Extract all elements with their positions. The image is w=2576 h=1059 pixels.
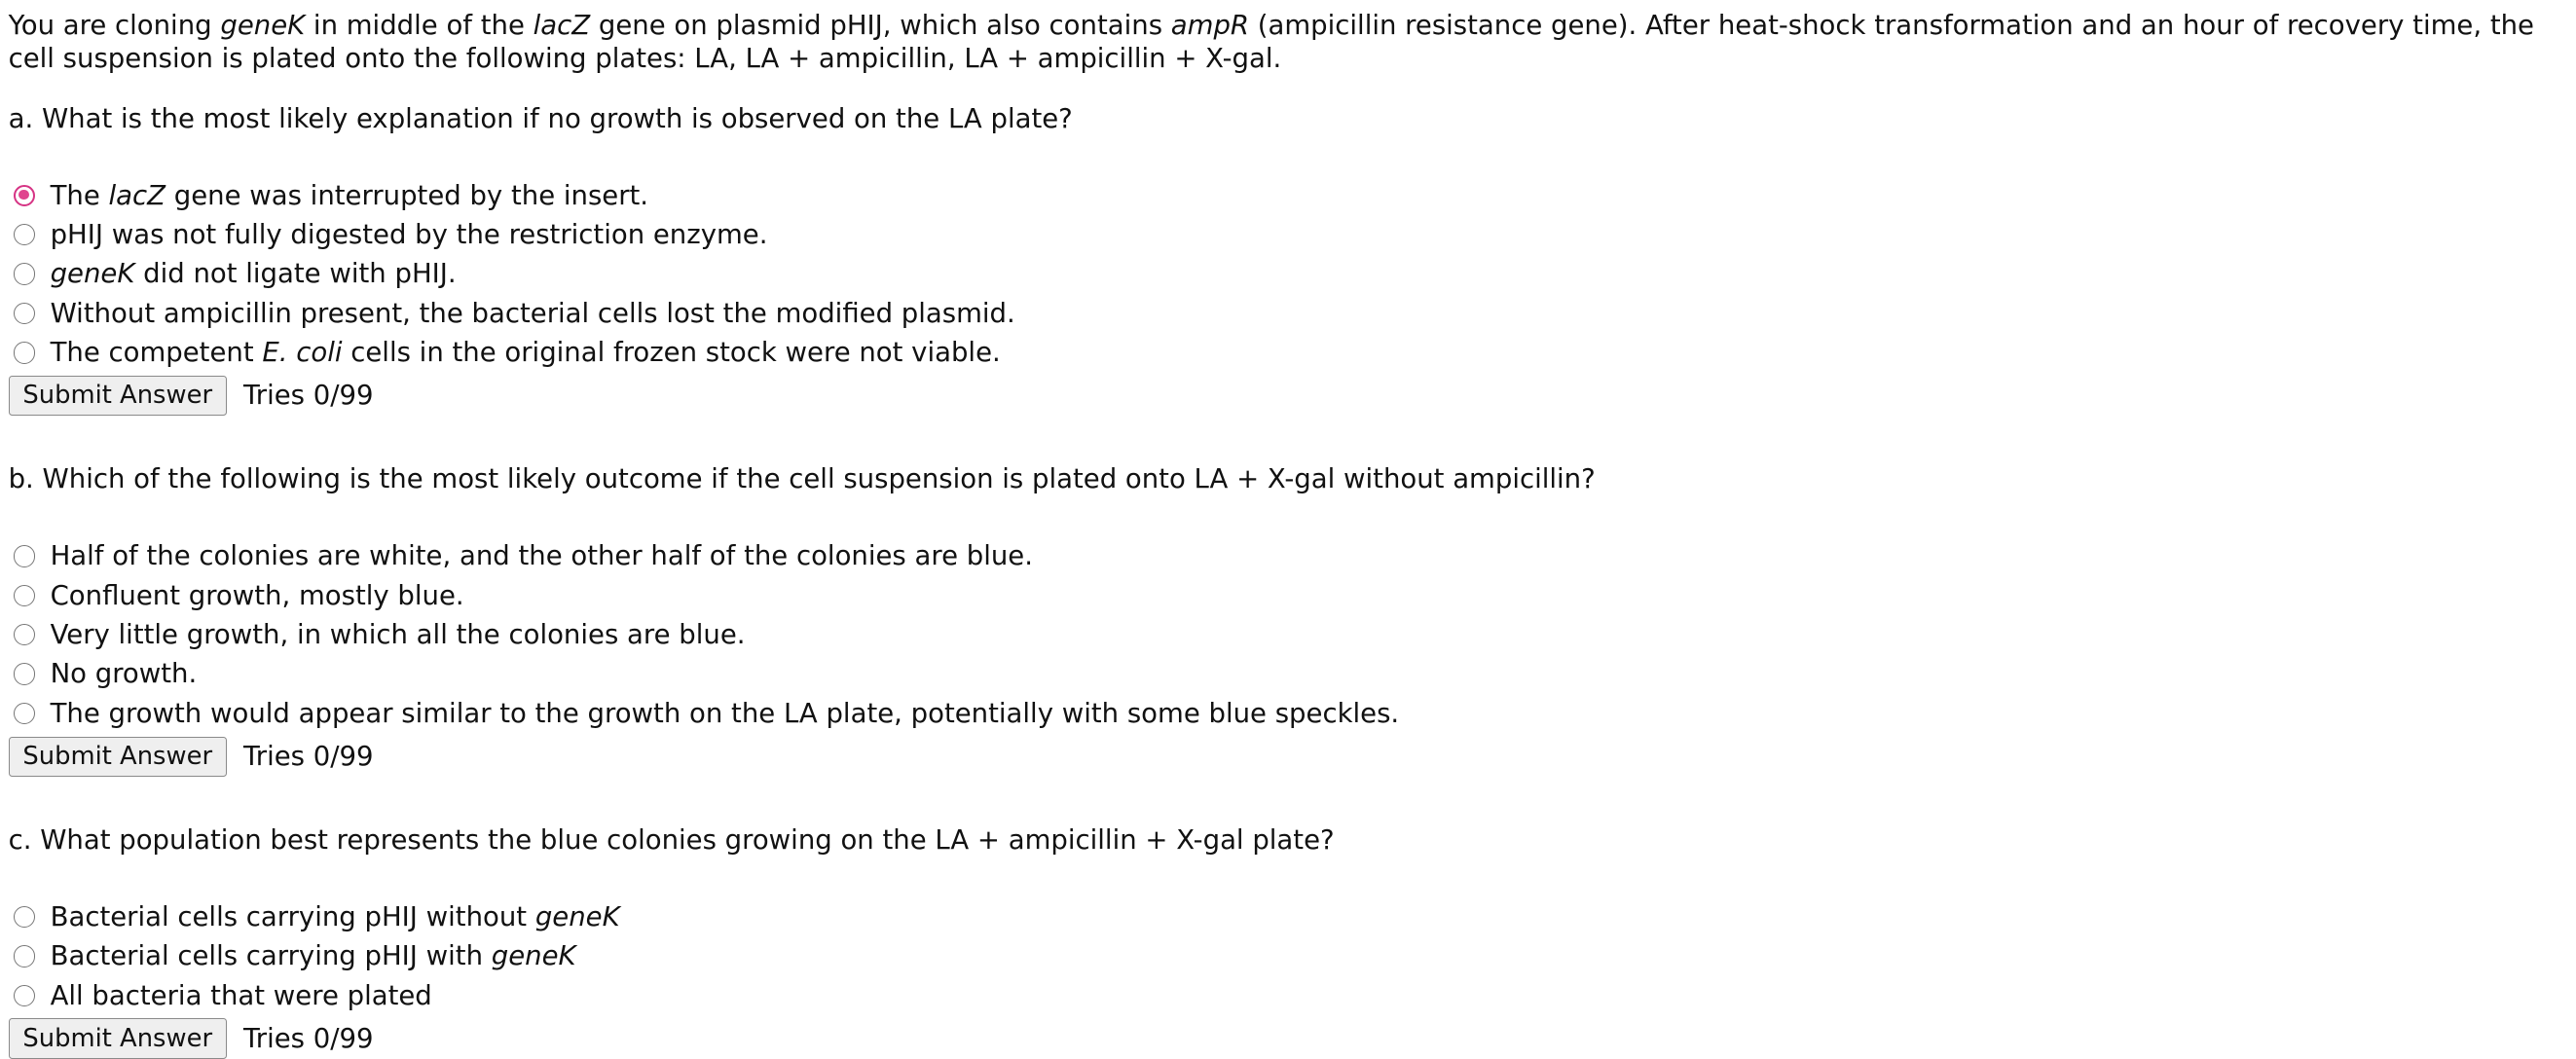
question-b-submit-row [9,737,2566,777]
question-c-options [9,897,2566,1015]
radio[interactable] [14,624,35,645]
radio[interactable] [14,585,35,606]
radio[interactable] [14,985,35,1006]
question-a-option-5[interactable]: The competent E. coli cells in the original frozen stock were not viable. [9,333,2566,372]
question-a-tries: Tries 0/99 [243,380,374,412]
question-c-option-3[interactable]: All bacteria that were plated [9,976,2566,1015]
question-a-option-4[interactable]: Without ampicillin present, the bacterial cells lost the modified plasmid. [9,294,2566,333]
question-a-text: a. What is the most likely explanation if no growth is observed on the LA plate? [8,102,1073,134]
question-c-option-2[interactable]: Bacterial cells carrying pHIJ with geneK [9,936,2566,975]
question-c-submit-button[interactable]: Submit Answer [9,1018,227,1058]
question-b-option-1[interactable]: Half of the colonies are white, and the other half of the colonies are blue. [9,536,2566,575]
question-a-options [9,176,2566,373]
question-a-submit-row [9,376,2566,416]
radio[interactable] [14,545,35,566]
question-b-option-4[interactable]: No growth. [9,654,2566,693]
radio[interactable] [14,224,35,245]
question-b [9,462,2566,776]
radio[interactable] [14,263,35,284]
question-b-tries: Tries 0/99 [243,741,374,773]
question-a [9,102,2566,416]
question-b-submit-button[interactable]: Submit Answer [9,737,227,777]
lacz-name: lacZ [533,9,591,41]
question-b-option-5[interactable]: The growth would appear similar to the growth on the LA plate, potentially with some blue speckles. [9,694,2566,733]
question-c-submit-row [9,1018,2566,1058]
question-b-text: b. Which of the following is the most likely outcome if the cell suspension is plated onto LA + X-gal without ampicillin? [8,463,1596,495]
question-c-option-1[interactable]: Bacterial cells carrying pHIJ without geneK [9,897,2566,936]
question-a-option-2[interactable]: pHIJ was not fully digested by the restriction enzyme. [9,215,2566,254]
question-c [9,823,2566,1059]
question-c-tries: Tries 0/99 [243,1022,374,1054]
question-a-submit-button[interactable]: Submit Answer [9,376,227,416]
ampr-name: ampR [1170,9,1250,41]
question-b-option-2[interactable]: Confluent growth, mostly blue. [9,576,2566,615]
radio[interactable] [14,945,35,967]
radio[interactable] [14,303,35,324]
radio[interactable] [14,703,35,724]
question-a-option-1[interactable]: The lacZ gene was interrupted by the insert. [9,176,2566,215]
question-c-text: c. What population best represents the blue colonies growing on the LA + ampicillin + X-gal plate? [8,824,1335,857]
radio[interactable] [14,663,35,684]
question-b-options [9,536,2566,733]
radio[interactable] [14,906,35,928]
question-b-option-3[interactable]: Very little growth, in which all the colonies are blue. [9,615,2566,654]
question-a-option-3[interactable]: geneK did not ligate with pHIJ. [9,254,2566,293]
radio-selected[interactable] [14,185,35,206]
problem-intro: You are cloning geneK in middle of the lacZ gene on plasmid pHIJ, which also contains ampR (ampicillin resistance gene). After heat-shock transformation and an hour of recovery time, the cell suspension is plated onto the following plates: LA, LA + ampicillin, LA + ampicillin + X-gal. [8,9,2534,74]
gene-name: geneK [220,9,306,41]
radio[interactable] [14,342,35,363]
